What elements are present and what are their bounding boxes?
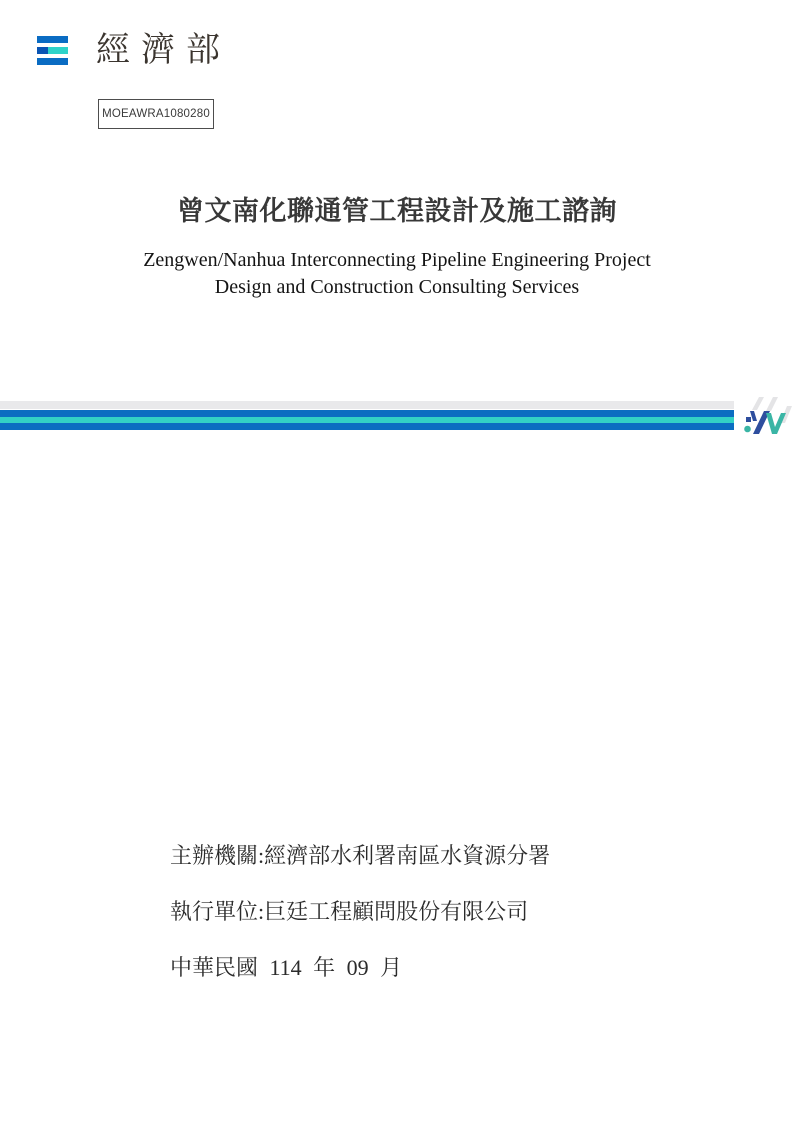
divider-stripe-gray	[0, 401, 734, 409]
organizer-line: 主辦機關:經濟部水利署南區水資源分署	[170, 843, 551, 868]
report-title-en-line2: Design and Construction Consulting Services	[214, 276, 580, 298]
moea-logo-icon	[37, 36, 68, 65]
wra-logo-icon	[742, 395, 792, 435]
report-title-zh: 曾文南化聯通管工程設計及施工諮詢	[177, 196, 617, 226]
divider-stripe-blue-bottom	[0, 423, 734, 430]
executor-line: 執行單位:巨廷工程顧問股份有限公司	[170, 899, 529, 924]
doc-number: MOEAWRA1080280	[102, 108, 210, 120]
doc-number-box	[98, 99, 214, 129]
report-title-en-line1: Zengwen/Nanhua Interconnecting Pipeline Engineering Project	[143, 249, 651, 271]
publication-date: 中華民國 114 年 09 月	[170, 955, 403, 980]
divider-stripe-blue-top	[0, 410, 734, 417]
report-title-en	[0, 247, 794, 301]
ministry-name: 經濟部	[96, 32, 231, 69]
